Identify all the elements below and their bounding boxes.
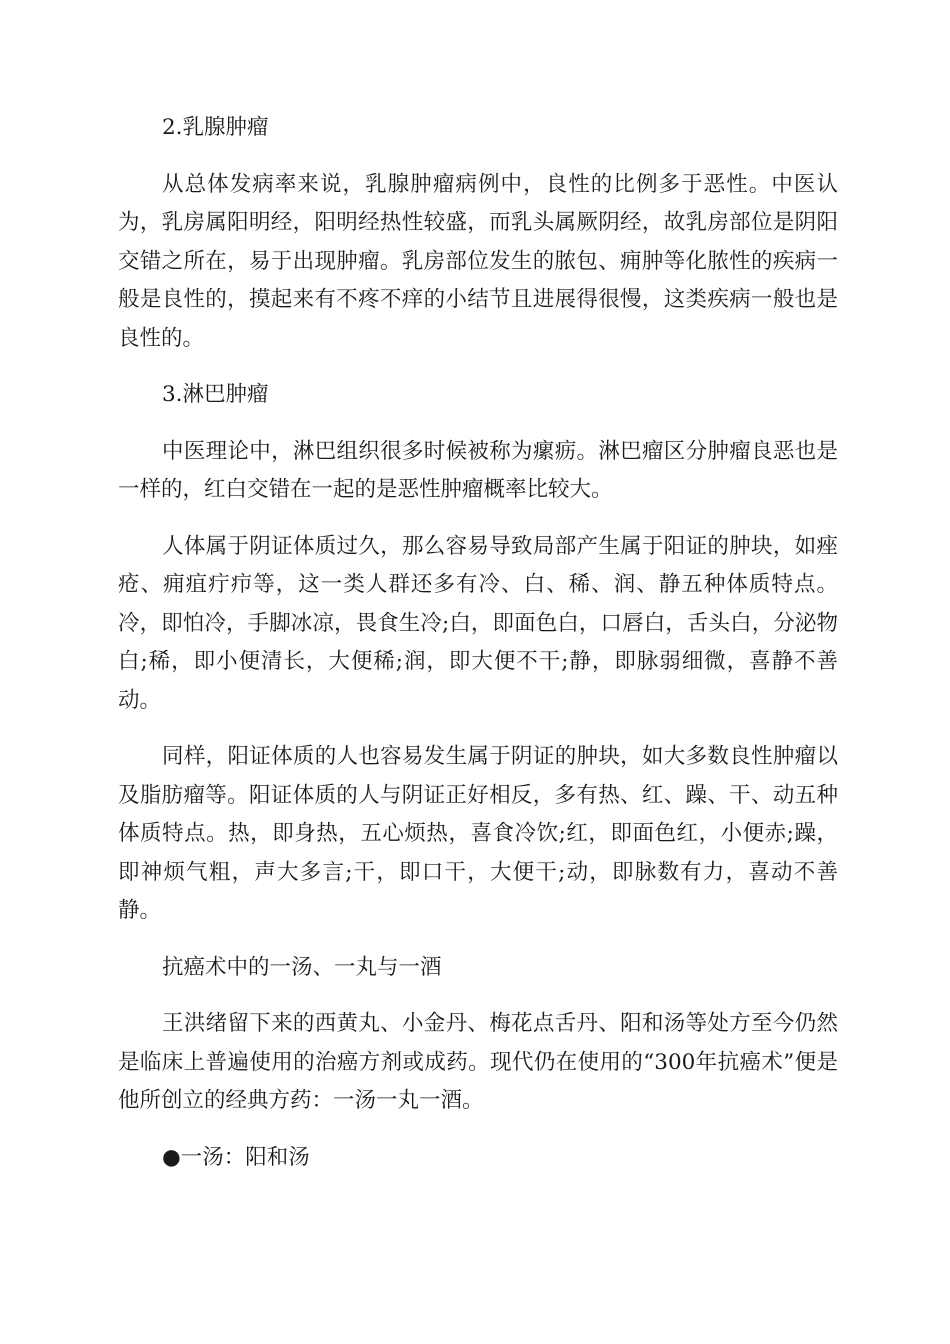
document-body [118, 109, 838, 1195]
paragraph-anticancer: 王洪绪留下来的西黄丸、小金丹、梅花点舌丹、阳和汤等处方至今仍然是临床上普遍使用的治癌方剂或成药。现代仍在使用的“300年抗癌术”便是他所创立的经典方药：一汤一丸一酒。 [118, 1011, 838, 1113]
section-heading-anticancer: 抗癌术中的一汤、一丸与一酒 [162, 954, 442, 980]
paragraph-lymph-tumor: 中医理论中，淋巴组织很多时候被称为瘰疬。淋巴瘤区分肿瘤良恶也是一样的，红白交错在一起的是恶性肿瘤概率比较大。 [118, 438, 838, 502]
paragraph-yang-constitution: 同样，阳证体质的人也容易发生属于阴证的肿块，如大多数良性肿瘤以及脂肪瘤等。阳证体质的人与阴证正好相反，多有热、红、躁、干、动五种体质特点。热，即身热，五心烦热，喜食冷饮;红，即面色红，小便赤;躁，即神烦气粗，声大多言;干，即口干，大便干;动，即脉数有力，喜动不善静。 [118, 744, 838, 923]
paragraph-breast-tumor: 从总体发病率来说，乳腺肿瘤病例中，良性的比例多于恶性。中医认为，乳房属阳明经，阳明经热性较盛，而乳头属厥阴经，故乳房部位是阴阳交错之所在，易于出现肿瘤。乳房部位发生的脓包、痈肿等化脓性的疾病一般是良性的，摸起来有不疼不痒的小结节且进展得很慢，这类疾病一般也是良性的。 [118, 171, 838, 351]
bullet-item-yanghe-decoction: ●一汤：阳和汤 [162, 1144, 310, 1170]
section-heading-breast-tumor: 2.乳腺肿瘤 [162, 115, 269, 140]
section-heading-lymph-tumor: 3.淋巴肿瘤 [162, 382, 269, 407]
paragraph-yin-constitution: 人体属于阴证体质过久，那么容易导致局部产生属于阳证的肿块，如痤疮、痈疽疔疖等，这一类人群还多有冷、白、稀、润、静五种体质特点。冷，即怕冷，手脚冰凉，畏食生冷;白，即面色白，口唇白，舌头白，分泌物白;稀，即小便清长，大便稀;润，即大便不干;静，即脉弱细微，喜静不善动。 [118, 533, 838, 713]
